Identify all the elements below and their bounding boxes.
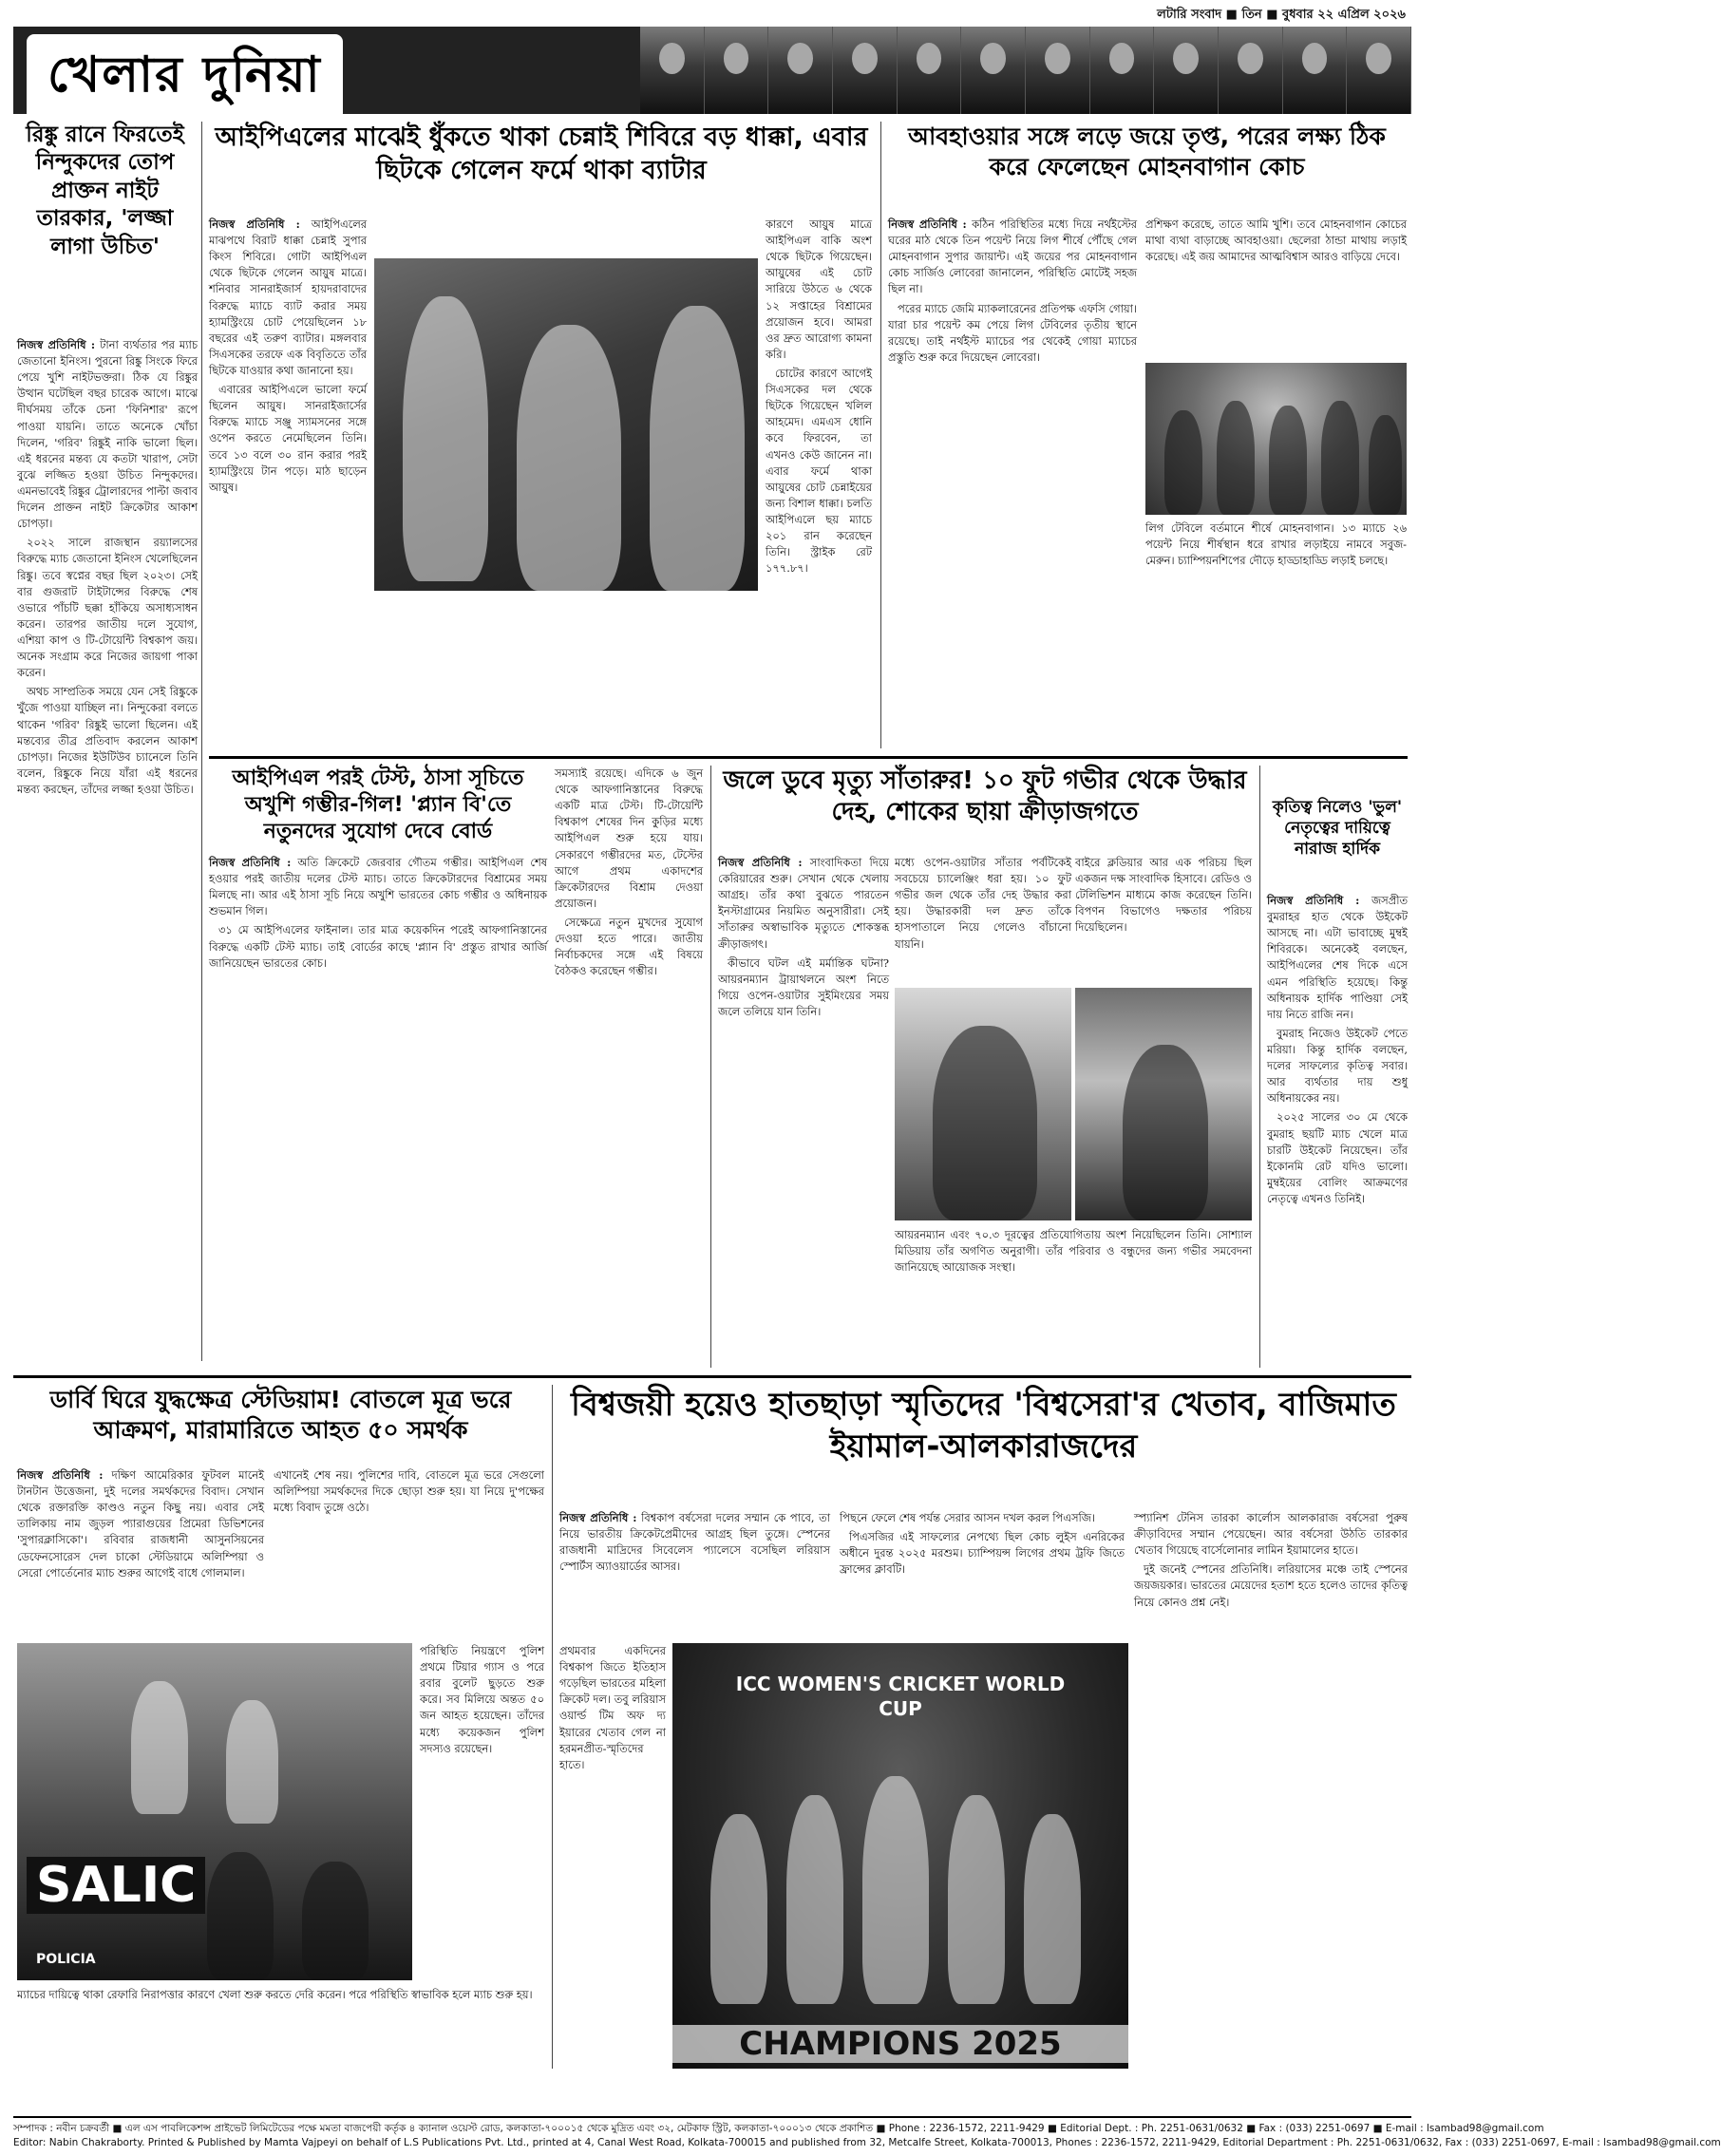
paragraph: কঠিন পরিস্থিতির মধ্যে দিয়ে নর্থইস্টের ঘরের মাঠ থেকে তিন পয়েন্ট নিয়ে লিগ শীর্ষে পৌঁছে গেল মোহনবাগান সুপার জায়ান্ট। এই জয়ের পর মোহনবাগান কোচ সার্জিও লোবেরা জানালেন, পরিস্থিতি মোটেই সহজ ছিল না।: [888, 217, 1137, 296]
byline: নিজস্ব প্রতিনিধি :: [1267, 894, 1360, 907]
paragraph: কারণে আয়ুষ মাত্রে আইপিএল বাকি অংশ থেকে ছিটকে গিয়েছেন। আয়ুষের এই চোট সারিয়ে উঠতে ৬ থেকে ১২ সপ্তাহের বিশ্রামের প্রয়োজন হবে। আমরা ওর দ্রুত আরোগ্য কামনা করি।: [766, 217, 872, 361]
paragraph: ম্যাচের দায়িত্বে থাকা রেফারি নিরাপত্তার কারণে খেলা শুরু করতে দেরি করেন। পরে পরিস্থিতি স্বাভাবিক হলে ম্যাচ শুরু হয়।: [17, 1988, 533, 2001]
article-swimmer-left: [718, 855, 889, 1368]
paragraph: স্প্যানিশ টেনিস তারকা কার্লোস আলকারাজ বর্ষসেরা পুরুষ ক্রীড়াবিদের সম্মান পেয়েছেন। আর বর্ষসেরা উঠতি তারকার খেতাব গিয়েছে বার্সেলোনার লামিন ইয়ামালের হাতে।: [1134, 1511, 1408, 1558]
player-figure: [1369, 415, 1402, 515]
police-shield-text: POLICIA: [36, 1952, 96, 1967]
paragraph: বুমরাহ নিজেও উইকেট পেতে মরিয়া। কিন্তু হার্দিক বলছেন, দলের সাফল্যের কৃতিত্ব সবার। আর ব্যর্থতার দায় শুধু অধিনায়কের নয়।: [1267, 1026, 1408, 1106]
player-figure: [1321, 401, 1359, 515]
masthead-player-photo: [898, 27, 962, 114]
paragraph: ২০২২ সালে রাজস্থান রয়্যালসের বিরুদ্ধে ম্যাচ জেতানো ইনিংস খেলেছিলেন রিঙ্কু। তবে স্বপ্নের বছর ছিল ২০২৩। সেই বার গুজরাট টাইটান্সের বিরুদ্ধে শেষ ওভারে পাঁচটি ছক্কা হাঁকিয়ে অসাধ্যসাধন করেন। তারপর জাতীয় দলে সুযোগ, এশিয়া কাপ ও টি-টোয়েন্টি বিশ্বকাপ জয়। অনেক সংগ্রাম করে নিজের জায়গা পাকা করেন।: [17, 536, 198, 680]
headline-csk[interactable]: আইপিএলের মাঝেই ধুঁকতে থাকা চেন্নাই শিবিরে বড় ধাক্কা, এবার ছিটকে গেলেন ফর্মে থাকা ব্যাটার: [215, 123, 868, 185]
swimmer-figure: [1123, 1045, 1208, 1220]
player-figure: [650, 306, 745, 591]
paragraph: চোটের কারণে আগেই সিএসকের দল থেকে ছিটকে গিয়েছেন খলিল আহমেদ। এমএস ধোনি কবে ফিরবেন, তা এখনও কেউ জানেন না। এবার ফর্মে থাকা আয়ুষের চোট চেন্নাইয়ের জন্য বিশাল ধাক্কা। চলতি আইপিএলে ছয় ম্যাচে ২০১ রান করেছেন তিনি। স্ট্রাইক রেট ১৭৭.৮৭।: [766, 366, 872, 576]
headline-derby[interactable]: ডার্বি ঘিরে যুদ্ধক্ষেত্র স্টেডিয়াম! বোতলে মূত্র ভরে আক্রমণ, মারামারিতে আহত ৫০ সমর্থক: [49, 1386, 512, 1444]
section-title: খেলার দুনিয়া: [27, 34, 343, 121]
paragraph: এখানেই শেষ নয়। পুলিশের দাবি, বোতলে মূত্র ভরে সেগুলো অলিম্পিয়া সমর্থকদের দিকে ছোড়া শুরু হয়। যা নিয়ে দু'পক্ষের মধ্যে বিবাদ তুঙ্গে ওঠে।: [274, 1468, 544, 1515]
paragraph: সেক্ষেত্রে নতুন মুখদের সুযোগ দেওয়া হতে পারে। জাতীয় নির্বাচকদের সঙ্গে এই বিষয়ে বৈঠকও করেছেন গম্ভীর।: [555, 915, 703, 978]
masthead-player-photo: [1347, 27, 1411, 114]
headline-gambhir[interactable]: আইপিএল পরই টেস্ট, ঠাসা সূচিতে অখুশি গম্ভীর-গিল! 'প্ল্যান বি'তে নতুনদের সুযোগ দেবে বোর্ড: [232, 766, 524, 844]
paragraph: কীভাবে ঘটল এই মর্মান্তিক ঘটনা? আয়রনম্যান ট্রায়াথলনে অংশ নিতে গিয়ে ওপেন-ওয়াটার সুইমিংয়ের সময় জলে তলিয়ে যান তিনি।: [718, 955, 889, 1018]
masthead-player-photo: [768, 27, 833, 114]
section-rule: [209, 756, 1408, 759]
imprint-line-bengali: সম্পাদক : নবীন চক্রবর্তী ■ এল এস পাবলিকেশন্স প্রাইভেট লিমিটেডের পক্ষে মমতা বাজপেয়ী কর্তৃক ৪ ক্যানাল ওয়েস্ট রোড, কলকাতা-৭০০০১৫ থেকে মুদ্রিত এবং ৩২, মেটকাফ স্ট্রিট, কলকাতা-৭০০০১৩ থেকে প্রকাশিত ■ Phone : 2236-1572, 2211-9429 ■ Editorial Dept. : Ph. 2251-0631/0632 ■ Fax : (033) 2251-0697 ■ E-mail : lsambad98@gmail.com: [13, 2122, 1544, 2134]
article-swimmer-right: [1075, 855, 1252, 978]
masthead-player-strip: [640, 27, 1411, 114]
section-masthead: [13, 27, 1411, 114]
headline-laureus[interactable]: বিশ্বজয়ী হয়েও হাতছাড়া স্মৃতিদের 'বিশ্বসেরা'র খেতাব, বাজিমাত ইয়ামাল-আলকারাজদের: [571, 1386, 1396, 1466]
masthead-player-photo: [961, 27, 1026, 114]
article-gambhir-right: [555, 766, 703, 1368]
player-figure: [786, 1795, 843, 2004]
photo-mohunbagan-team: [1145, 363, 1407, 515]
masthead-player-photo: [705, 27, 769, 114]
photo-world-cup-celebration: [672, 1643, 1128, 2069]
paragraph: মধ্যে ওপেন-ওয়াটার সাঁতার পর্বটিকেই সবচেয়ে চ্যালেঞ্জিং ধরা হয়। ১০ ফুট গভীর জল থেকে তাঁর দেহ উদ্ধার করা হয়। উদ্ধারকারী দল দ্রুত তাঁকে হাসপাতালে নিয়ে গেলেও বাঁচানো যায়নি।: [895, 856, 1071, 951]
byline: নিজস্ব প্রতিনিধি :: [209, 856, 292, 869]
masthead-player-photo: [1283, 27, 1348, 114]
masthead-player-photo: [1219, 27, 1283, 114]
article-laureus-right: [1134, 1510, 1408, 2069]
champions-banner: CHAMPIONS 2025: [672, 2025, 1128, 2063]
article-derby-right-top: [274, 1467, 544, 1638]
paragraph: আইপিএলের মাঝপথে বিরাট ধাক্কা চেন্নাই সুপার কিংস শিবিরে। গোটা আইপিএল থেকে ছিটকে গেলেন আয়ুষ মাত্রে। শনিবার সানরাইজার্স হায়দরাবাদের বিরুদ্ধে ম্যাচে ব্যাট করার সময় হ্যামস্ট্রিংয়ে চোট পেয়েছিলেন ১৮ বছরের এই তরুণ ব্যাটার। মঙ্গলবার সিএসকের তরফে এক বিবৃতিতে তাঁর ছিটকে যাওয়ার কথা জানানো হয়।: [209, 217, 367, 377]
article-csk-right: [766, 217, 872, 748]
paragraph: দক্ষিণ আমেরিকার ফুটবল মানেই টানটান উত্তেজনা, দুই দলের সমর্থকদের বিবাদ। সেখান থেকে রক্তারক্তি কাণ্ডও নতুন কিছু নয়। এবার সেই তালিকায় নাম জুড়ল প্যারাগুয়ের প্রিমেরা ডিভিশনের 'সুপারক্লাসিকো'। রবিবার রাজধানী আসুনসিয়নের ডেফেনসোরেস দেল চাকো স্টেডিয়ামে অলিম্পিয়া ও সেরো পোর্তেনোর ম্যাচ শুরুর আগেই বাধে গোলমাল।: [17, 1468, 264, 1579]
byline: নিজস্ব প্রতিনিধি :: [209, 217, 300, 231]
player-figure: [710, 1814, 767, 2004]
article-hardik: [1267, 893, 1408, 1368]
trophy-badge-text: ICC WOMEN'S CRICKET WORLD CUP: [735, 1673, 1066, 1720]
column-rule: [552, 1385, 553, 2069]
player-figure: [517, 325, 621, 591]
paragraph: ৩১ মে আইপিএলের ফাইনাল। তার মাত্র কয়েকদিন পরেই আফগানিস্তানের বিরুদ্ধে একটি টেস্ট ম্যাচ। তাই বোর্ডের কাছে 'প্ল্যান বি' প্রস্তুত রাখার আর্জি জানিয়েছেন ভারতের কোচ।: [209, 923, 547, 970]
byline: নিজস্ব প্রতিনিধি :: [17, 1468, 104, 1482]
player-figure: [1164, 410, 1202, 515]
fan-figure: [226, 1700, 278, 1824]
paragraph: টানা ব্যর্থতার পর ম্যাচ জেতানো ইনিংস। পুরনো রিঙ্কু সিংকে ফিরে পেয়ে খুশি নাইটভক্তরা। ঠিক যে রিঙ্কুর উত্থান ঘটেছিল বছর চারেক আগে। মাঝে দীর্ঘসময় তাঁকে চেনা 'ফিনিশার' রূপে পাওয়া যায়নি। তাতে অনেকে খোঁচা দিলেন, 'গরিব' রিঙ্কুই নাকি ভালো ছিল। এই ধরনের মন্তব্য যে কতটা খারাপ, সেটা বুঝে লজ্জিত হওয়া উচিত নিন্দুকদের। এমনভাবেই রিঙ্কুর ট্রোলারদের পাল্টা জবাব দিলেন প্রাক্তন নাইট ক্রিকেটার আকাশ চোপড়া।: [17, 338, 199, 531]
article-derby-bottom: [17, 1987, 544, 2069]
imprint-footer: [13, 2116, 1721, 2150]
article-laureus-left: [559, 1510, 830, 1634]
article-swimmer-bottom: [895, 1227, 1252, 1368]
player-figure: [862, 1776, 929, 2004]
player-figure: [403, 296, 488, 581]
player-figure: [1217, 401, 1255, 515]
column-rule: [710, 766, 711, 1368]
article-derby-right: [420, 1643, 544, 1980]
column-rule: [1259, 766, 1260, 1368]
paragraph: প্রথমবার একদিনের বিশ্বকাপ জিতে ইতিহাস গড়েছিল ভারতের মহিলা ক্রিকেট দল। তবু লরিয়াস ওয়ার্ল্ড টিম অফ দ্য ইয়ারের খেতাব গেল না হরমনপ্রীত-স্মৃতিদের হাতে।: [559, 1644, 666, 1771]
masthead-player-photo: [1026, 27, 1090, 114]
masthead-player-photo: [833, 27, 898, 114]
masthead-player-photo: [1154, 27, 1219, 114]
photo-derby-clash: [17, 1643, 412, 1980]
paragraph: অতি ক্রিকেটে জেরবার গৌতম গম্ভীর। আইপিএল শেষ হওয়ার পরই জাতীয় দলের টেস্ট ম্যাচ। তাতে ক্রিকেটারদের বিশ্রামের সময় মিলছে না। আর এই ঠাসা সূচি নিয়ে অখুশি ভারতের কোচ গম্ভীর ও অধিনায়ক শুভমান গিল।: [209, 856, 548, 918]
paragraph: সমস্যাই রয়েছে। এদিকে ৬ জুন থেকে আফগানিস্তানের বিরুদ্ধে একটি মাত্র টেস্ট। টি-টোয়েন্টি বিশ্বকাপ শেষের দিন কুড়ির মধ্যে আইপিএল শুরু হয়ে যায়। সেকারণে গম্ভীরদের মত, টেস্টের আগে প্রথম একাদশের ক্রিকেটারদের বিশ্রাম দেওয়া প্রয়োজন।: [555, 766, 703, 910]
page-folio: লটারি সংবাদ ■ তিন ■ বুধবার ২২ এপ্রিল ২০২৬: [1157, 8, 1406, 22]
article-laureus-mid: [840, 1510, 1125, 1634]
headline-mohunbagan[interactable]: আবহাওয়ার সঙ্গে লড়ে জয়ে তৃপ্ত, পরের লক্ষ্য ঠিক করে ফেলেছেন মোহনবাগান কোচ: [908, 123, 1386, 180]
photo-swimmer-portrait: [895, 988, 1071, 1220]
paragraph: লিগ টেবিলে বর্তমানে শীর্ষে মোহনবাগান। ১৩ ম্যাচে ২৬ পয়েন্ট নিয়ে শীর্ষস্থান ধরে রাখার লড়াইয়ে নামবে সবুজ-মেরুন। চ্যাম্পিয়নশিপের দৌড়ে হাড্ডাহাড্ডি লড়াই চলছে।: [1145, 521, 1407, 568]
paragraph: প্রশিক্ষণ করেছে, তাতে আমি খুশি। তবে মোহনবাগান কোচের মাথা ব্যথা বাড়াচ্ছে আবহাওয়া। ছেলেরা ঠান্ডা মাথায় লড়াই করেছে। এই জয় আমাদের আত্মবিশ্বাস আরও বাড়িয়ে দেবে।: [1145, 217, 1407, 264]
paragraph: অথচ সাম্প্রতিক সময়ে যেন সেই রিঙ্কুকে খুঁজে পাওয়া যাচ্ছিল না। নিন্দুকেরা বলতে থাকেন 'গরিব' রিঙ্কুই ভালো ছিলেন। এই মন্তব্যের তীব্র প্রতিবাদ করলেন আকাশ চোপড়া। নিজের ইউটিউব চ্যানেলে তিনি বলেন, রিঙ্কুকে নিয়ে যাঁরা এই ধরনের মন্তব্য করছেন, তাঁদের লজ্জা হওয়া উচিত।: [17, 685, 198, 796]
paragraph: বিশ্বকাপ বর্ষসেরা দলের সম্মান কে পাবে, তা নিয়ে ভারতীয় ক্রিকেটপ্রেমীদের আগ্রহ ছিল তুঙ্গে। স্পেনের রাজধানী মাদ্রিদের সিবেলেস প্যালেসে বসেছিল লরিয়াস স্পোর্টস অ্যাওয়ার্ডের আসর।: [559, 1511, 831, 1574]
masthead-player-photo: [640, 27, 705, 114]
paragraph: দুই জনেই স্পেনের প্রতিনিধি। লরিয়াসের মঞ্চে তাই স্পেনের জয়জয়কার। ভারতের মেয়েদের হতাশ হতে হলেও তাদের কৃতিত্ব নিয়ে কোনও প্রশ্ন নেই।: [1134, 1562, 1408, 1609]
photo-csk-injury: [374, 258, 758, 591]
article-rinku: [17, 337, 198, 1372]
paragraph: বাইরে ক্লডিয়ার আর এক পরিচয় ছিল একজন দক্ষ সাংবাদিক হিসাবে। রেডিও ও টেলিভিশন মাধ্যমে কাজ করেছেন তিনি। বিপণন বিভাগেও দক্ষতার পরিচয় দিয়েছিলেন।: [1075, 856, 1252, 935]
paragraph: এবারের আইপিএলে ভালো ফর্মে ছিলেন আয়ুষ। সানরাইজার্সের বিরুদ্ধে ম্যাচে সঞ্জু স্যামসনের সঙ্গে ওপেন করতে নেমেছিলেন তিনি। তবে ১৩ বলে ৩০ রান করার পরই হ্যামস্ট্রিংয়ে টান পড়ে। মাঠ ছাড়েন আয়ুষ।: [209, 383, 367, 494]
paragraph: পিএসজির এই সাফল্যের নেপথ্যে ছিল কোচ লুইস এনরিকের অধীনে দুরন্ত ২০২৫ মরশুম। চ্যাম্পিয়ন্স লিগের প্রথম ট্রফি জিতে ফ্রান্সের ক্লাবটি।: [840, 1530, 1125, 1577]
paragraph: ২০২৫ সালের ৩০ মে থেকে বুমরাহ ছয়টি ম্যাচ খেলে মাত্র চারটি উইকেট নিয়েছেন। তাঁর ইকোনমি রেট যদিও ভালো। মুম্বইয়ের বোলিং আক্রমণের নেতৃত্বে এখনও তিনিই।: [1267, 1110, 1408, 1205]
paragraph: সাংবাদিকতা দিয়ে কেরিয়ারের শুরু। সেখান থেকে খেলায় আগ্রহ। তাঁর কথা বুঝতে পারতেন ইনস্টাগ্রামের নিয়মিত অনুসারীরা। সেই সাঁতারুর অস্বাভাবিক মৃত্যুতে শোকস্তব্ধ ক্রীড়াজগৎ।: [718, 856, 889, 951]
paragraph: জসপ্রীত বুমরাহর হাত থেকে উইকেট আসছে না। এটা ভাবাচ্ছে মুম্বই শিবিরকে। অনেকেই বলছেন, আইপিএলের শেষ দিকে এসে এমন পরিস্থিতি হয়েছে। কিন্তু অধিনায়ক হার্দিক পাণ্ডিয়া সেই দায় নিতে রাজি নন।: [1267, 894, 1409, 1021]
article-csk-left: [209, 217, 367, 729]
player-figure: [948, 1795, 1005, 2004]
byline: নিজস্ব প্রতিনিধি :: [888, 217, 967, 231]
headline-rinku[interactable]: রিঙ্কু রানে ফিরতেই নিন্দুকদের তোপ প্রাক্তন নাইট তারকার, 'লজ্জা লাগা উচিত': [26, 123, 184, 259]
masthead-player-photo: [1090, 27, 1155, 114]
byline: নিজস্ব প্রতিনিধি :: [559, 1511, 637, 1524]
article-laureus-left-column: [559, 1643, 666, 2069]
column-rule: [880, 122, 881, 748]
article-swimmer-mid: [895, 855, 1071, 978]
column-rule: [201, 122, 202, 1361]
article-mohunbagan-right-top: [1145, 217, 1407, 357]
byline: নিজস্ব প্রতিনিধি :: [17, 338, 96, 351]
fan-figure: [131, 1681, 188, 1814]
article-mohunbagan-left: [888, 217, 1137, 748]
paragraph: আয়রনম্যান এবং ৭০.৩ দূরত্বের প্রতিযোগিতায় অংশ নিয়েছিলেন তিনি। সোশ্যাল মিডিয়ায় তাঁর অগণিত অনুরাগী। তাঁর পরিবার ও বন্ধুদের জন্য গভীর সমবেদনা জানিয়েছে আয়োজক সংস্থা।: [895, 1228, 1252, 1275]
photo-swimmer-race: [1075, 988, 1252, 1220]
paragraph: পরিস্থিতি নিয়ন্ত্রণে পুলিশ প্রথমে টিয়ার গ্যাস ও পরে রবার বুলেট ছুড়তে শুরু করে। সব মিলিয়ে অন্তত ৫০ জন আহত হয়েছেন। তাঁদের মধ্যে কয়েকজন পুলিশ সদস্যও রয়েছেন।: [420, 1644, 544, 1755]
byline: নিজস্ব প্রতিনিধি :: [718, 856, 803, 869]
headline-hardik[interactable]: কৃতিত্ব নিলেও 'ভুল' নেতৃত্বের দায়িত্বে নারাজ হার্দিক: [1272, 798, 1403, 859]
article-gambhir-left: [209, 855, 547, 1368]
imprint-line-english: Editor: Nabin Chakraborty. Printed & Published by Mamta Vajpeyi on behalf of L.S Publications Pvt. Ltd., printed at 4, Canal West Road, Kolkata-700015 and published from 32, Metcalfe Street, Kolkata-700013, Phones : 2236-1572, 2211-9429, Editorial Department : Ph. 2251-0631/0632, Fax : (033) 2251-0697, E-mail : lsambad98@gmail.com: [13, 2136, 1721, 2148]
stadium-banner: SALIC: [27, 1857, 205, 1914]
police-figure: [207, 1852, 274, 1980]
paragraph: পরের ম্যাচে জেমি ম্যাকলারেনের প্রতিপক্ষ এফসি গোয়া। যারা চার পয়েন্ট কম পেয়ে লিগ টেবিলের তৃতীয় স্থানে রয়েছে। তাই নর্থইস্ট ম্যাচের পর থেকেই গোয়া ম্যাচের প্রস্তুতি শুরু করে দিয়েছেন লোবেরা।: [888, 301, 1137, 364]
swimmer-figure: [933, 1026, 1037, 1220]
article-derby-left: [17, 1467, 264, 1638]
article-mohunbagan-right-bottom: [1145, 520, 1407, 748]
police-figure: [302, 1862, 369, 1980]
section-rule: [13, 1375, 1411, 1378]
headline-swimmer[interactable]: জলে ডুবে মৃত্যু সাঁতারুর! ১০ ফুট গভীর থেকে উদ্ধার দেহ, শোকের ছায়া ক্রীড়াজগতে: [723, 766, 1247, 827]
paragraph: পিছনে ফেলে শেষ পর্যন্ত সেরার আসন দখল করল পিএসজি।: [840, 1511, 1095, 1524]
player-figure: [1024, 1814, 1081, 2004]
player-figure: [1269, 406, 1307, 515]
